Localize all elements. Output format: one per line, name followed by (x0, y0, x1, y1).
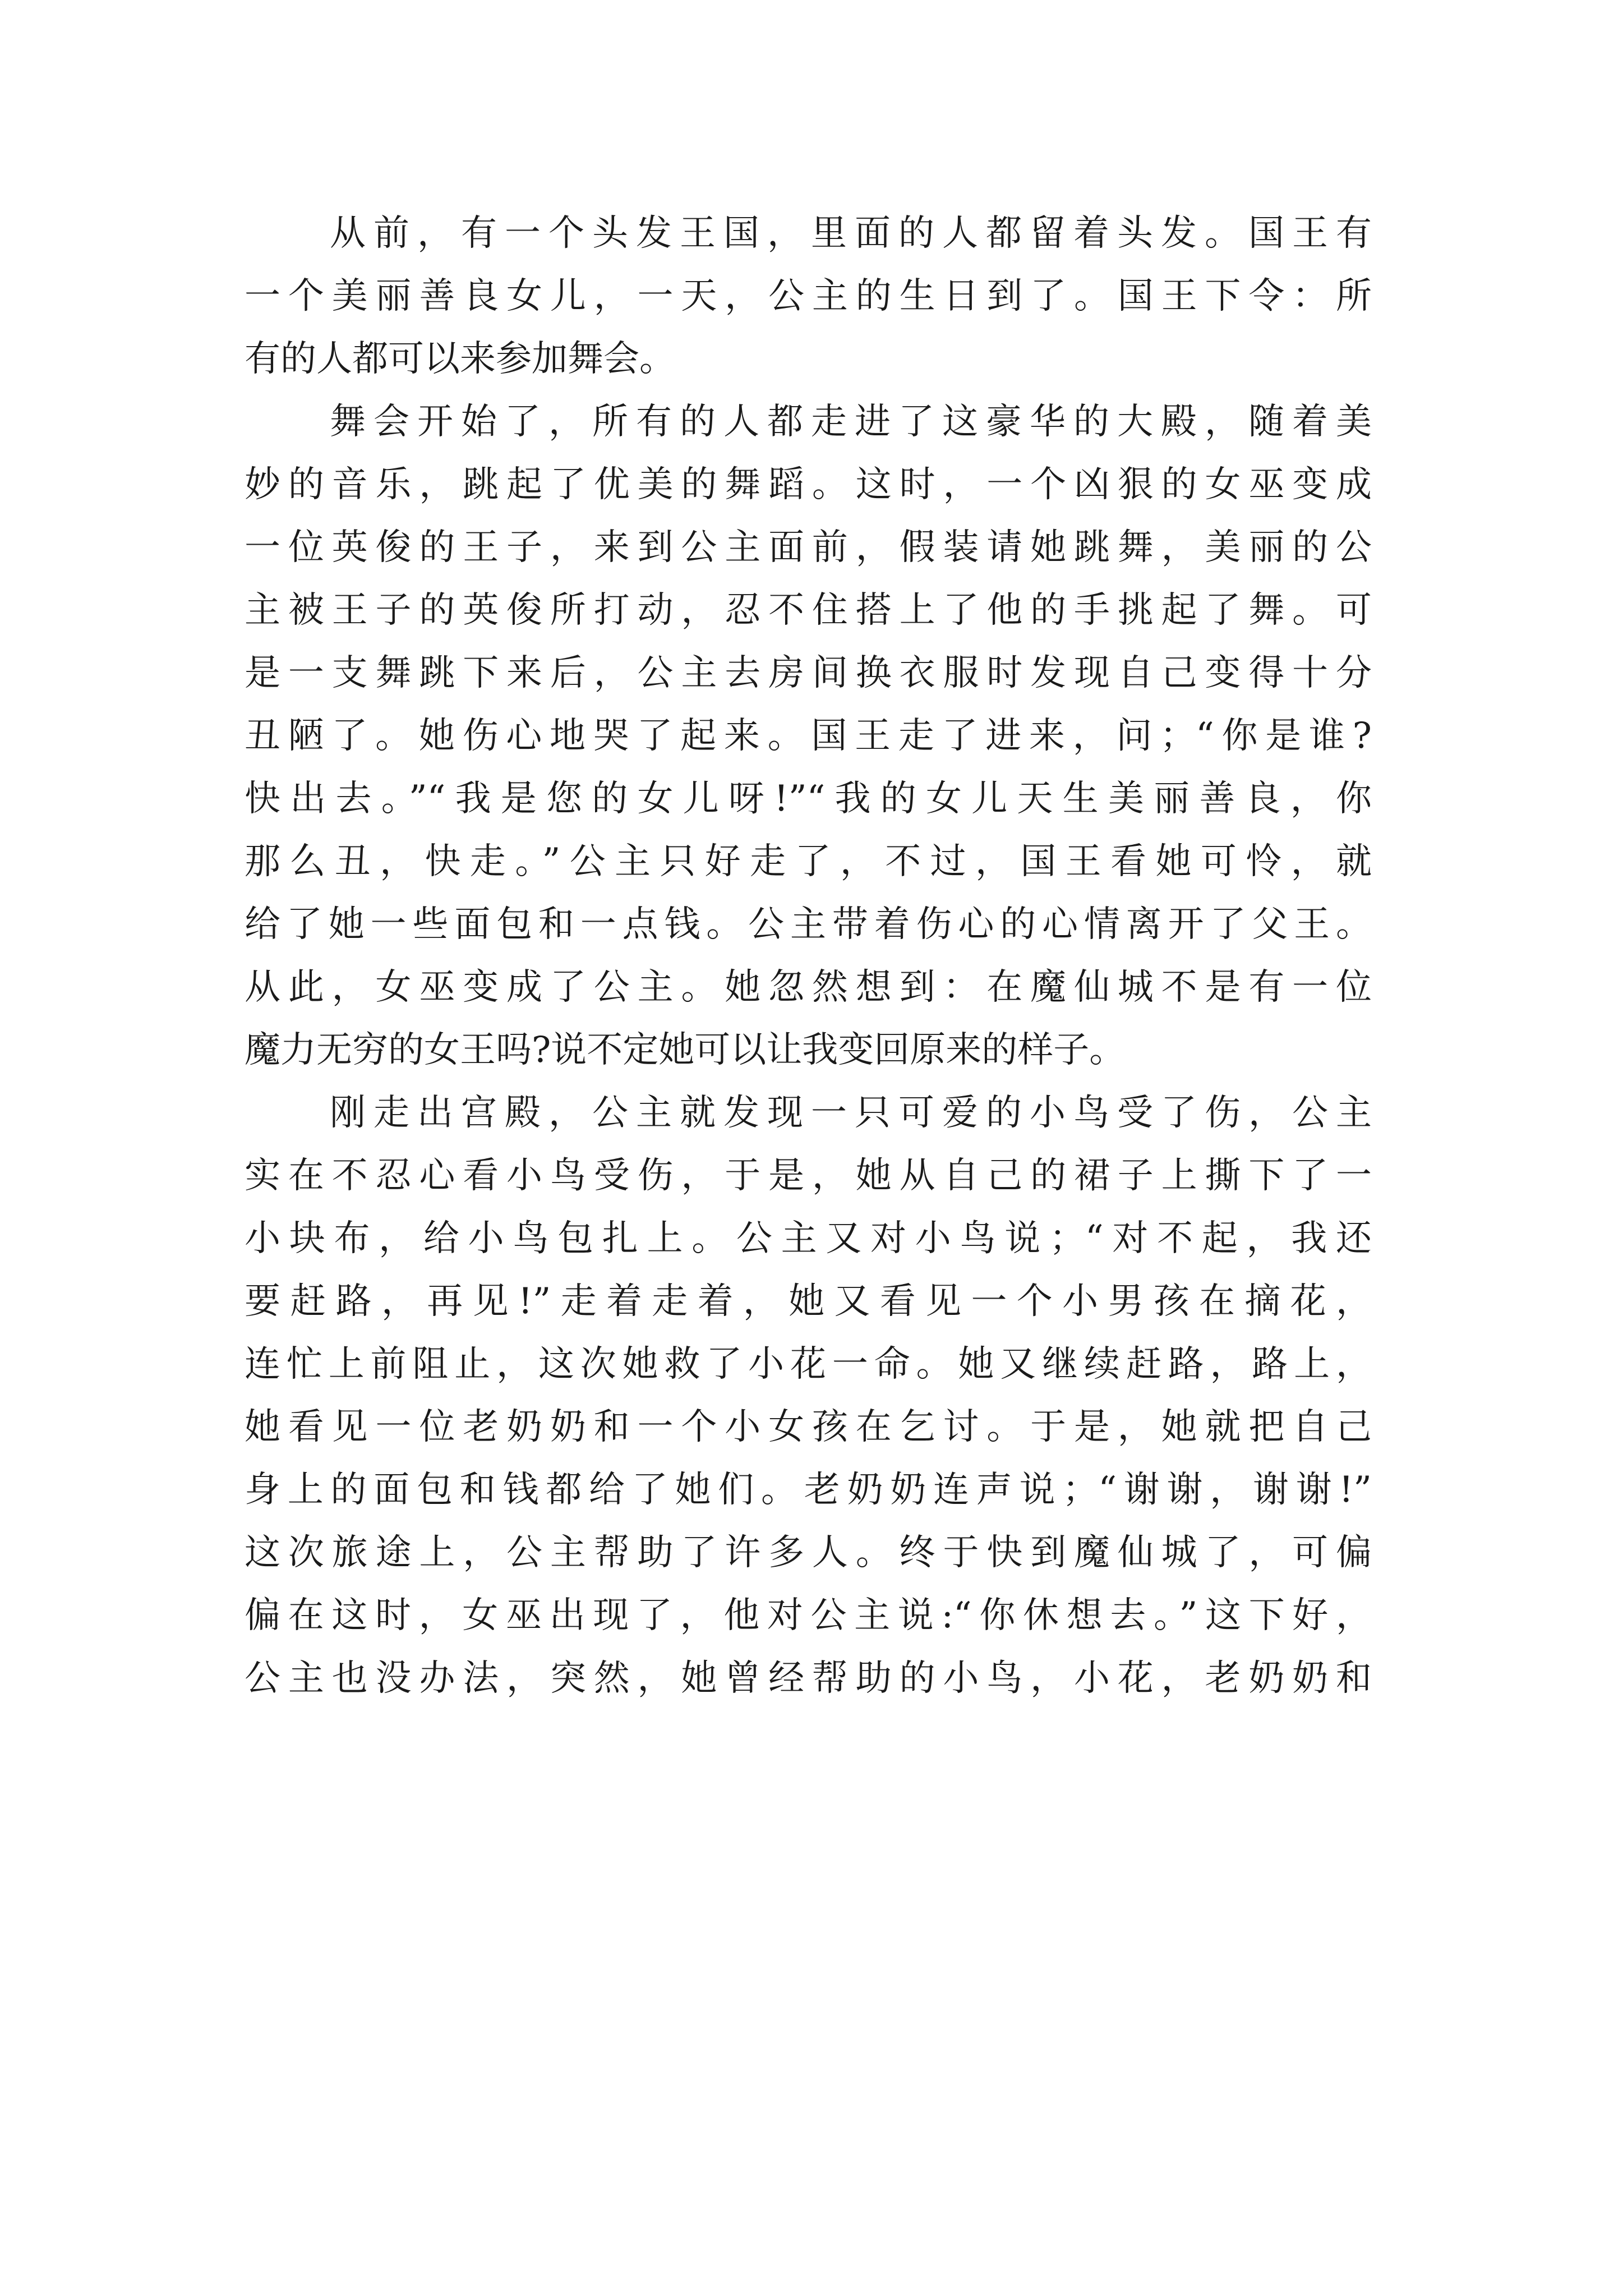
document-body (245, 202, 1372, 1710)
text-line: 身上的面包和钱都给了她们。老奶奶连声说；“谢谢，谢谢!” (245, 1469, 1372, 1511)
text-line: 这次旅途上，公主帮助了许多人。终于快到魔仙城了，可偏 (245, 1532, 1372, 1573)
text-line: 那么丑，快走。”公主只好走了，不过，国王看她可怜，就 (245, 841, 1372, 882)
paragraph-2 (245, 390, 1372, 1082)
text-line: 妙的音乐，跳起了优美的舞蹈。这时，一个凶狠的女巫变成 (245, 464, 1372, 505)
text-line: 一个美丽善良女儿，一天，公主的生日到了。国王下令：所 (245, 275, 1372, 317)
text-line: 实在不忍心看小鸟受伤，于是，她从自己的裙子上撕下了一 (245, 1155, 1372, 1197)
text-line: 给了她一些面包和一点钱。公主带着伤心的心情离开了父王。 (245, 904, 1372, 945)
text-line: 有的人都可以来参加舞会。 (245, 338, 675, 380)
text-line: 偏在这时，女巫出现了，他对公主说:“你休想去。”这下好， (245, 1595, 1372, 1636)
text-line: 主被王子的英俊所打动，忍不住搭上了他的手挑起了舞。可 (245, 590, 1372, 631)
text-line: 刚走出宫殿，公主就发现一只可爱的小鸟受了伤，公主 (330, 1092, 1372, 1134)
text-line: 从前，有一个头发王国，里面的人都留着头发。国王有 (330, 213, 1372, 254)
text-line: 一位英俊的王子，来到公主面前，假装请她跳舞，美丽的公 (245, 527, 1372, 568)
paragraph-1 (245, 202, 1372, 390)
text-line: 舞会开始了，所有的人都走进了这豪华的大殿，随着美 (330, 401, 1372, 443)
text-line: 魔力无穷的女王吗?说不定她可以让我变回原来的样子。 (245, 1029, 1126, 1071)
text-line: 丑陋了。她伤心地哭了起来。国王走了进来，问；“你是谁? (245, 715, 1372, 757)
text-line: 公主也没办法，突然，她曾经帮助的小鸟，小花，老奶奶和 (245, 1658, 1372, 1699)
text-line: 连忙上前阻止，这次她救了小花一命。她又继续赶路，路上， (245, 1343, 1372, 1385)
text-line: 从此，女巫变成了公主。她忽然想到：在魔仙城不是有一位 (245, 967, 1372, 1008)
text-line: 是一支舞跳下来后，公主去房间换衣服时发现自己变得十分 (245, 652, 1372, 694)
paragraph-3 (245, 1082, 1372, 1710)
text-line: 要赶路，再见!”走着走着，她又看见一个小男孩在摘花， (245, 1281, 1372, 1322)
text-line: 快出去。”“我是您的女儿呀!”“我的女儿天生美丽善良，你 (245, 778, 1372, 820)
text-line: 她看见一位老奶奶和一个小女孩在乞讨。于是，她就把自己 (245, 1406, 1372, 1448)
text-line: 小块布，给小鸟包扎上。公主又对小鸟说；“对不起，我还 (245, 1218, 1372, 1259)
